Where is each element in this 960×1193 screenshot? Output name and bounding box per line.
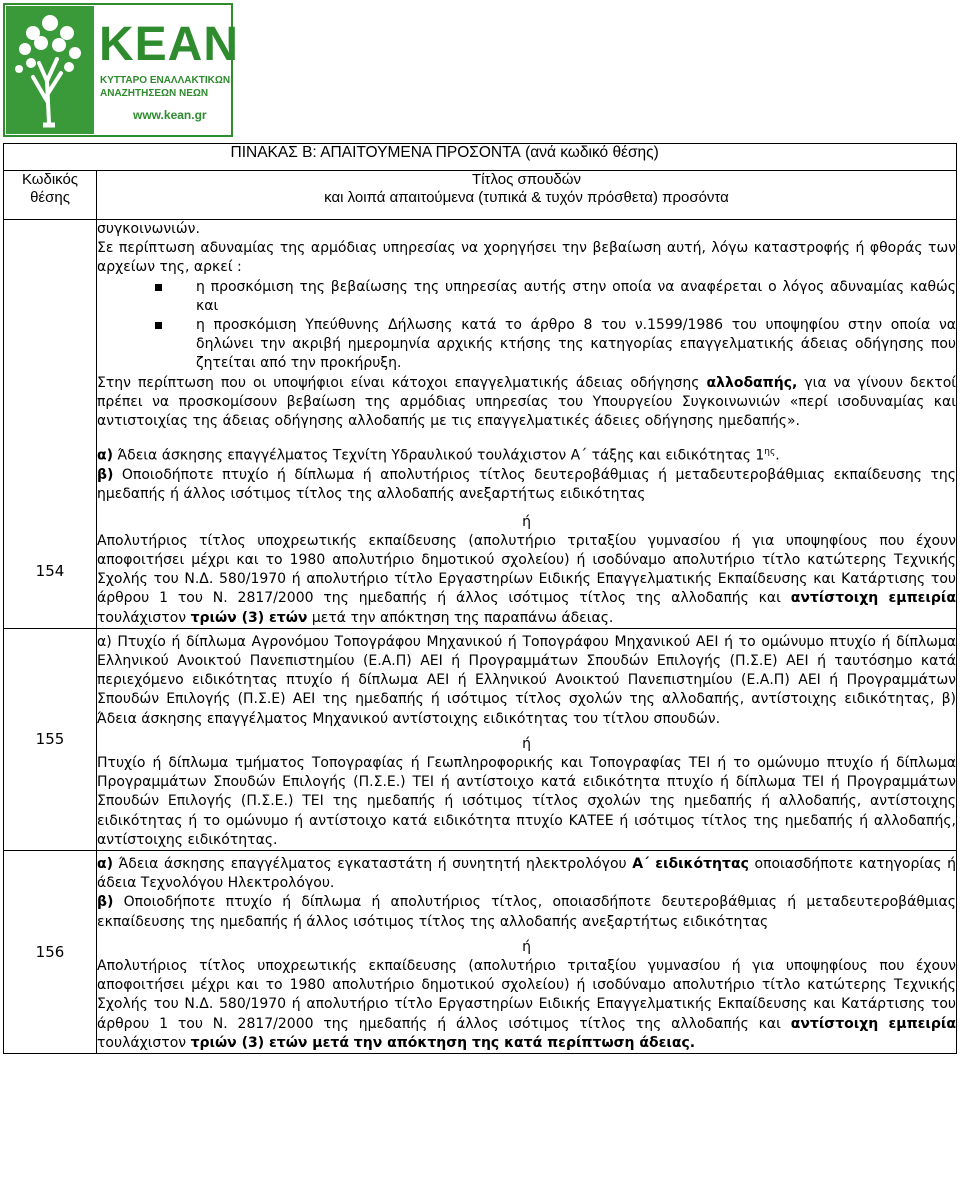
table-title xyxy=(97,144,957,171)
text-156-a xyxy=(97,855,956,893)
code-cell-156 xyxy=(4,850,97,1053)
text-154-c-d: τριών (3) ετών xyxy=(190,609,308,626)
text-154-c-b: αντίστοιχη εμπειρία xyxy=(790,590,956,607)
text-154-c-c: τουλάχιστον xyxy=(97,609,191,626)
col-header-desc-l2: και λοιπά απαιτούμενα (τυπικά & τυχόν πρόσθετα) προσόντα xyxy=(324,189,729,206)
text-155-2: Πτυχίο ή δίπλωμα τμήματος Τοπογραφίας ή Γεωπληροφορικής και Τοπογραφίας ΤΕΙ ή το ομώνυμο πτυχίο ή δίπλωμα Προγραμμάτων Σπουδών Επιλογής (Π.Σ.Ε.) ΤΕΙ ή αντίστοιχο κατά ειδικότητα πτυχίο ή δίπλωμα ΤΕΙ ή Προγραμμάτων Σπουδών Επιλογής (Π.Σ.Ε.) ΤΕΙ της ημεδαπής ή ισότιμος τίτλος σχολών της ημεδαπής ή αλλοδαπής, αντίστοιχης ειδικότητας ή το ομώνυμο ή αντίστοιχο κατά ειδικότητα πτυχίο ΚΑΤΕΕ ή ισότιμος τίτλος της ημεδαπής ή αλλοδαπής, αντίστοιχης ειδικότητας. xyxy=(97,754,956,848)
text-156-c-b: αντίστοιχη εμπειρία xyxy=(790,1015,956,1032)
requirements-table xyxy=(3,143,957,1054)
col-header-code-l2: θέσης xyxy=(30,189,70,206)
text-154-3 xyxy=(97,374,956,432)
bullet-square-icon xyxy=(155,284,162,291)
kean-logo xyxy=(3,3,240,137)
col-header-desc-l1: Τίτλος σπουδών xyxy=(472,171,581,188)
text-154-a xyxy=(97,443,956,466)
text-154-2: Σε περίπτωση αδυναμίας της αρμόδιας υπηρεσίας να χορηγήσει την βεβαίωση αυτή, λόγω καταστροφής ή φθοράς των αρχείων της, αρκεί : xyxy=(97,240,956,276)
label-156-a: α) xyxy=(97,855,114,872)
text-156-c-c: τουλάχιστον xyxy=(97,1034,191,1051)
text-154-b xyxy=(97,466,956,504)
code-155: 155 xyxy=(35,730,65,749)
or-156: ή xyxy=(522,938,531,955)
table-title-text: ΠΙΝΑΚΑΣ Β: ΑΠΑΙΤΟΥΜΕΝΑ ΠΡΟΣΟΝΤΑ xyxy=(230,144,521,161)
text-154-a-end: . xyxy=(775,447,780,464)
logo-line2: ΑΝΑΖΗΤΗΣΕΩΝ ΝΕΩΝ xyxy=(100,88,209,99)
text-154-3c: για να γίνουν δεκτοί πρέπει να προσκομίσουν βεβαίωση της αρμόδιας υπηρεσίας του Υπουργείου Συγκοινωνιών «περί ισοδυναμίας και αντιστοιχίας της άδειας οδήγησης αλλοδαπής με τις επαγγελματικές άδειες οδήγησης ημεδαπής». xyxy=(97,374,956,430)
bullet-square-icon xyxy=(155,322,162,329)
label-154-a: α) xyxy=(97,447,114,464)
text-156-b xyxy=(97,893,956,931)
col-header-desc xyxy=(97,171,957,220)
text-156-c-a: Απολυτήριος τίτλος υποχρεωτικής εκπαίδευσης (απολυτήριο τριταξίου γυμνασίου ή για υποψηφίους που έχουν αποφοιτήσει μέχρι και το 1980 απολυτήριο δημοτικού σχολείου) ή ισοδύναμο απολυτήριο τίτλο κατώτερης Τεχνικής Σχολής του Ν.Δ. 580/1970 ή απολυτήριο τίτλο Εργαστηρίων Ειδικής Επαγγελματικής Εκπαίδευσης και Κατάρτισης του άρθρου 1 του Ν. 2817/2000 της ημεδαπής ή άλλος ισότιμος τίτλος της αλλοδαπής και xyxy=(97,957,956,1032)
table-row-156 xyxy=(4,850,957,1053)
text-154-c xyxy=(97,532,956,628)
col-header-code xyxy=(4,171,97,220)
col-header-code-l1: Κωδικός xyxy=(21,171,79,188)
label-154-b: β) xyxy=(97,467,114,484)
bullet-154-1 xyxy=(97,278,956,316)
text-156-c xyxy=(97,957,956,1053)
desc-cell-154 xyxy=(97,220,957,629)
bullet-154-2 xyxy=(97,316,956,374)
desc-cell-156 xyxy=(97,850,957,1053)
table-title-row xyxy=(4,144,957,171)
sup-154-a: ης xyxy=(764,447,776,458)
text-154-a-body: Άδεια άσκησης επαγγέλματος Τεχνίτη Υδραυλικού τουλάχιστον Α΄ τάξης και ειδικότητας 1 xyxy=(113,447,765,464)
or-155: ή xyxy=(522,735,531,752)
text-156-c-d: τριών (3) ετών μετά την απόκτηση της κατά περίπτωση άδειας. xyxy=(190,1034,696,1051)
text-154-3a: Στην περίπτωση που οι υποψήφιοι είναι κάτοχοι επαγγελματικής άδειας οδήγησης xyxy=(97,374,707,391)
bullet-154-1-text: η προσκόμιση της βεβαίωσης της υπηρεσίας αυτής στην οποία να αναφέρεται ο λόγος αδυναμίας καθώς και xyxy=(196,278,956,314)
text-156-a-body: Άδεια άσκησης επαγγέλματος εγκαταστάτη ή συνητητή ηλεκτρολόγου xyxy=(113,855,633,872)
text-154-c-a: Απολυτήριος τίτλος υποχρεωτικής εκπαίδευσης (απολυτήριο τριταξίου γυμνασίου ή για υποψηφίους που έχουν αποφοιτήσει μέχρι και το 1980 απολυτήριο δημοτικού σχολείου) ή ισοδύναμο απολυτήριο τίτλο κατώτερης Τεχνικής Σχολής του Ν.Δ. 580/1970 ή απολυτήριο τίτλο Εργαστηρίων Ειδικής Επαγγελματικής Εκπαίδευσης και Κατάρτισης του άρθρου 1 του Ν. 2817/2000 της ημεδαπής ή άλλος ισότιμος τίτλος της αλλοδαπής και xyxy=(97,532,956,607)
text-156-b-body: Οποιοδήποτε πτυχίο ή δίπλωμα ή απολυτήριος τίτλος, οποιασδήποτε δευτεροβάθμιας ή μεταδευτεροβάθμιας εκπαίδευσης της ημεδαπής ή άλλος ισότιμος τίτλος της αλλοδαπής ανεξαρτήτως ειδικότητας xyxy=(97,894,956,930)
text-154-3b: αλλοδαπής, xyxy=(706,374,798,391)
text-154-b-body: Οποιοδήποτε πτυχίο ή δίπλωμα ή απολυτήριος τίτλος δευτεροβάθμιας ή μεταδευτεροβάθμιας εκπαίδευσης της ημεδαπής ή άλλος ισότιμος τίτλος της αλλοδαπής ανεξαρτήτως ειδικότητας xyxy=(97,467,956,503)
table-row-155 xyxy=(4,628,957,850)
text-155-1: α) Πτυχίο ή δίπλωμα Αγρονόμου Τοπογράφου Μηχανικού ή Τοπογράφου Μηχανικού ΑΕΙ ή το ομώνυμο πτυχίο ή δίπλωμα Ελληνικού Ανοικτού Πανεπιστημίου (Ε.Α.Π) ΑΕΙ ή Προγραμμάτων Σπουδών Επιλογής (Π.Σ.Ε) ΑΕΙ ή ταυτόσημο κατά περιεχόμενο ειδικότητας πτυχίο ή δίπλωμα ΑΕΙ ή Ελληνικού Ανοικτού Πανεπιστημίου (Ε.Α.Π) ΑΕΙ ή Προγραμμάτων Σπουδών Επιλογής (Π.Σ.Ε) ΑΕΙ της ημεδαπής ή ισότιμος τίτλος σχολών της αλλοδαπής, αντίστοιχης ειδικότητας, β) Άδεια άσκησης επαγγέλματος Μηχανικού αντίστοιχης ειδικότητας του τίτλου σπουδών. xyxy=(97,633,956,727)
logo-line1: ΚΥΤΤΑΡΟ ΕΝΑΛΛΑΚΤΙΚΩΝ xyxy=(100,75,231,86)
code-cell-154 xyxy=(4,220,97,629)
desc-cell-155 xyxy=(97,628,957,850)
code-154: 154 xyxy=(35,562,65,580)
logo-url: www.kean.gr xyxy=(133,108,207,122)
code-cell-155 xyxy=(4,628,97,850)
code-156: 156 xyxy=(35,942,65,961)
table-header-row xyxy=(4,171,957,220)
text-154-c-e: μετά την απόκτηση της παραπάνω άδειας. xyxy=(307,609,614,626)
text-156-a-bold: Α΄ ειδικότητας xyxy=(632,855,749,872)
text-154-1: συγκοινωνιών. xyxy=(97,221,200,237)
logo-name: ΚΕΑΝ xyxy=(99,18,240,71)
table-row-154 xyxy=(4,220,957,629)
or-154: ή xyxy=(522,513,531,530)
label-156-b: β) xyxy=(97,894,114,911)
bullet-154-2-text: η προσκόμιση Υπεύθυνης Δήλωσης κατά το άρθρο 8 του ν.1599/1986 του υποψηφίου στην οποία να δηλώνει την ακριβή ημερομηνία αρχικής κτήσης της κατηγορίας επαγγελματικής άδειας οδήγησης που ζητείται από την προκήρυξη. xyxy=(196,317,956,372)
text-156-a-end: οποιασδήποτε κατηγορίας ή άδεια Τεχνολόγου Ηλεκτρολόγου. xyxy=(97,855,956,892)
table-title-suffix: (ανά κωδικό θέσης) xyxy=(525,144,659,161)
